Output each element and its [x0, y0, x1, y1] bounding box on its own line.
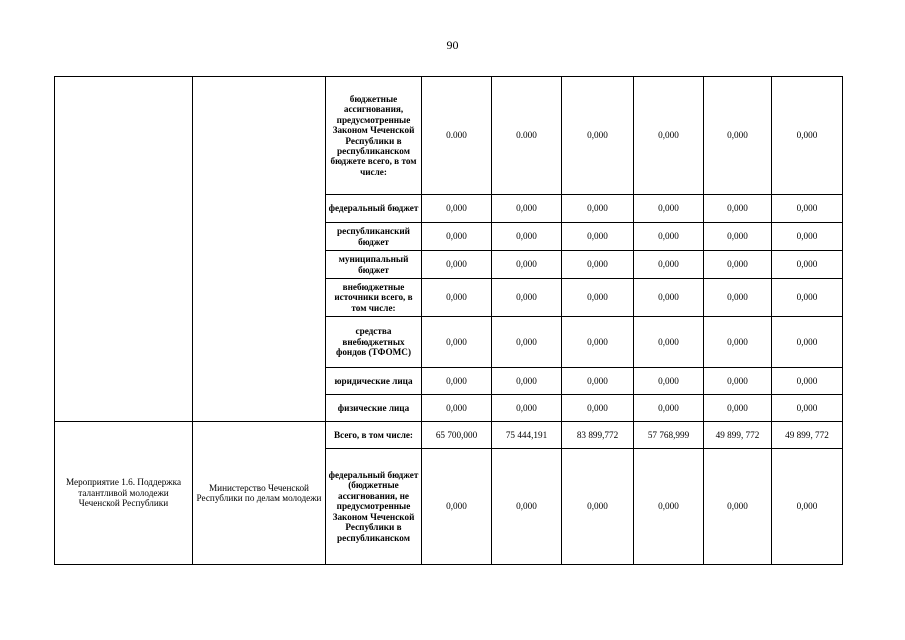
value-cell: 0.000 [492, 77, 562, 195]
value-cell: 0,000 [562, 251, 634, 279]
value-cell: 0,000 [492, 449, 562, 565]
value-cell: 0.000 [422, 77, 492, 195]
value-cell: 0,000 [704, 195, 772, 223]
value-cell: 0,000 [634, 279, 704, 317]
funding-source: средства внебюджетных фондов (ТФОМС) [326, 317, 422, 368]
value-cell: 0,000 [704, 251, 772, 279]
executor-cell [193, 77, 326, 422]
value-cell: 0,000 [562, 195, 634, 223]
value-cell: 0,000 [704, 279, 772, 317]
page-number: 90 [446, 38, 459, 52]
value-cell: 0,000 [772, 317, 843, 368]
value-cell: 75 444,191 [492, 422, 562, 449]
value-cell: 0,000 [634, 251, 704, 279]
value-cell: 0,000 [422, 251, 492, 279]
value-cell: 0,000 [704, 395, 772, 422]
value-cell: 49 899, 772 [772, 422, 843, 449]
funding-source: внебюджетные источники всего, в том числе: [326, 279, 422, 317]
value-cell: 0,000 [492, 317, 562, 368]
value-cell: 0,000 [422, 317, 492, 368]
value-cell: 0,000 [422, 395, 492, 422]
value-cell: 0,000 [422, 449, 492, 565]
value-cell: 0,000 [634, 449, 704, 565]
funding-source: физические лица [326, 395, 422, 422]
value-cell: 0,000 [772, 449, 843, 565]
value-cell: 49 899, 772 [704, 422, 772, 449]
value-cell: 0,000 [422, 279, 492, 317]
value-cell: 0,000 [772, 223, 843, 251]
value-cell: 0,000 [772, 77, 843, 195]
value-cell: 0,000 [562, 317, 634, 368]
value-cell: 57 768,999 [634, 422, 704, 449]
value-cell: 0,000 [562, 449, 634, 565]
funding-source: Всего, в том числе: [326, 422, 422, 449]
table-row [55, 422, 843, 449]
value-cell: 0,000 [422, 195, 492, 223]
value-cell: 0,000 [772, 251, 843, 279]
value-cell: 0,000 [562, 279, 634, 317]
value-cell: 0,000 [492, 395, 562, 422]
value-cell: 0,000 [492, 368, 562, 395]
funding-source: федеральный бюджет (бюджетные ассигнования, не предусмотренные Законом Чеченской Республики в республиканском [326, 449, 422, 565]
value-cell: 0,000 [704, 77, 772, 195]
value-cell: 0,000 [634, 223, 704, 251]
value-cell: 0,000 [704, 449, 772, 565]
value-cell: 0,000 [634, 395, 704, 422]
measure-cell [55, 77, 193, 422]
measure-cell: Мероприятие 1.6. Поддержка талантливой молодежи Чеченской Республики [55, 422, 193, 565]
executor-cell: Министерство Чеченской Республики по делам молодежи [193, 422, 326, 565]
funding-source: республиканский бюджет [326, 223, 422, 251]
value-cell: 0,000 [562, 368, 634, 395]
value-cell: 0,000 [634, 77, 704, 195]
value-cell: 83 899,772 [562, 422, 634, 449]
value-cell: 0,000 [634, 195, 704, 223]
value-cell: 65 700,000 [422, 422, 492, 449]
table-row [55, 77, 843, 195]
funding-source: муниципальный бюджет [326, 251, 422, 279]
value-cell: 0,000 [634, 368, 704, 395]
budget-table [54, 76, 843, 565]
funding-source: юридические лица [326, 368, 422, 395]
value-cell: 0,000 [562, 395, 634, 422]
funding-source: бюджетные ассигнования, предусмотренные Законом Чеченской Республики в республиканском бюджете всего, в том числе: [326, 77, 422, 195]
value-cell: 0,000 [704, 368, 772, 395]
value-cell: 0,000 [704, 223, 772, 251]
value-cell: 0,000 [704, 317, 772, 368]
value-cell: 0,000 [772, 279, 843, 317]
value-cell: 0,000 [772, 368, 843, 395]
value-cell: 0,000 [492, 251, 562, 279]
value-cell: 0,000 [772, 395, 843, 422]
value-cell: 0,000 [492, 279, 562, 317]
value-cell: 0,000 [492, 223, 562, 251]
value-cell: 0,000 [422, 223, 492, 251]
value-cell: 0,000 [772, 195, 843, 223]
value-cell: 0,000 [422, 368, 492, 395]
value-cell: 0,000 [562, 77, 634, 195]
value-cell: 0,000 [562, 223, 634, 251]
value-cell: 0,000 [634, 317, 704, 368]
funding-source: федеральный бюджет [326, 195, 422, 223]
value-cell: 0,000 [492, 195, 562, 223]
